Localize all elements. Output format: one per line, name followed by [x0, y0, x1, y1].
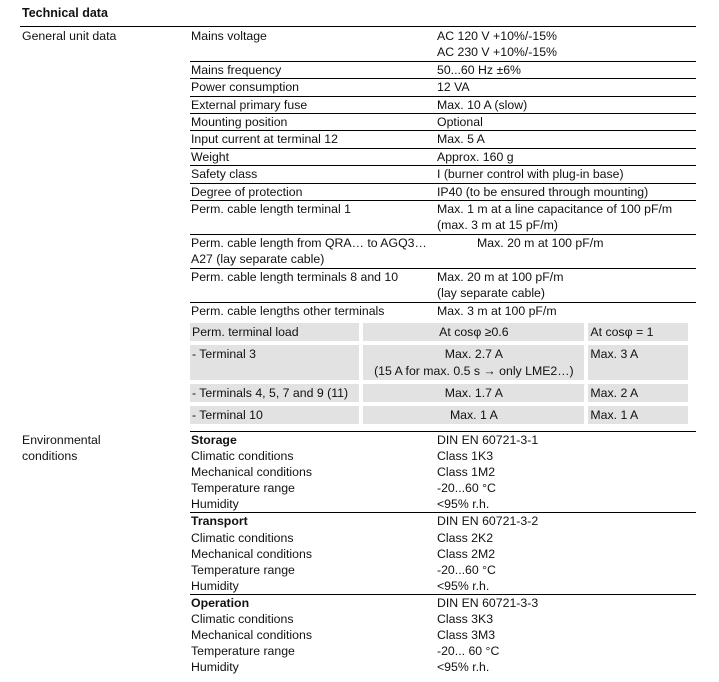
- param-label: External primary fuse: [191, 97, 308, 112]
- value-line: Max. 10 A (slow): [437, 97, 528, 112]
- param-label: Climatic conditions: [191, 612, 294, 627]
- table-row: [190, 166, 696, 183]
- table-row: [190, 235, 696, 269]
- table-row: [190, 97, 696, 114]
- value-line: Max. 1 m at a line capacitance of 100 pF/m: [437, 202, 673, 217]
- param-label: Mains voltage: [191, 29, 267, 43]
- param-value: Class 3K3: [437, 612, 494, 627]
- group-header: [190, 513, 696, 529]
- param-value: [437, 62, 696, 78]
- param-label: Perm. cable length terminals 8 and 10: [191, 269, 399, 284]
- param-value: -20... 60 °C: [437, 644, 500, 659]
- param-value: -20...60 °C: [437, 481, 496, 496]
- param-label: Mechanical conditions: [191, 465, 312, 480]
- param-label: Degree of protection: [191, 184, 303, 199]
- value-line: I (burner control with plug-in base): [437, 167, 624, 182]
- value-line: 50...60 Hz ±6%: [437, 62, 521, 77]
- param-label: Temperature range: [191, 481, 295, 496]
- load-cell: Max. 1.7 A: [363, 384, 584, 402]
- table-row: [190, 303, 696, 319]
- param-label: Mechanical conditions: [191, 628, 312, 643]
- value-line: Max. 20 m at 100 pF/m: [477, 235, 604, 250]
- param-value: [437, 303, 696, 319]
- param-label: Mechanical conditions: [191, 546, 312, 561]
- table-row: [190, 496, 696, 512]
- param-value: -20...60 °C: [437, 562, 496, 577]
- value-line: IP40 (to be ensured through mounting): [437, 184, 649, 199]
- env-group-operation: [190, 595, 696, 675]
- param-label: Power consumption: [191, 80, 299, 95]
- value-line: AC 120 V +10%/-15%: [437, 29, 557, 43]
- group-standard: DIN EN 60721-3-1: [437, 433, 539, 447]
- table-row: [190, 269, 696, 303]
- load-cell: Max. 2.7 A (15 A for max. 0.5 s → only LME2…): [363, 345, 584, 380]
- table-row: [190, 643, 696, 659]
- param-value: [437, 184, 696, 200]
- param-value: Class 2K2: [437, 530, 494, 545]
- param-value: Class 1M2: [437, 465, 496, 480]
- param-label: Humidity: [191, 497, 239, 512]
- table-row: [190, 578, 696, 594]
- env-group-storage: [190, 432, 696, 513]
- value-line: (lay separate cable): [437, 286, 545, 301]
- table-row: [190, 611, 696, 627]
- param-value: [437, 149, 696, 165]
- table-row: [190, 627, 696, 643]
- load-cell: Perm. terminal load: [190, 323, 359, 341]
- load-cell: - Terminal 10: [190, 406, 359, 424]
- param-value: [437, 114, 696, 130]
- param-label: Climatic conditions: [191, 530, 294, 545]
- param-value: [437, 201, 696, 234]
- param-value: Class 2M2: [437, 546, 496, 561]
- load-row: [190, 406, 688, 424]
- table-row: [190, 28, 696, 62]
- param-value: [437, 269, 696, 302]
- load-cell: - Terminal 3: [190, 345, 359, 380]
- group-name: Operation: [191, 595, 250, 610]
- param-label: Humidity: [191, 578, 239, 593]
- param-value: Class 3M3: [437, 628, 496, 643]
- param-value: <95% r.h.: [437, 578, 490, 593]
- table-row: [190, 464, 696, 480]
- general-unit-data-label: General unit data: [22, 29, 117, 43]
- table-row: [190, 62, 696, 79]
- param-value: [437, 131, 696, 147]
- param-label: Safety class: [191, 167, 258, 182]
- section-title: Technical data: [22, 6, 108, 20]
- param-value: [437, 79, 696, 95]
- load-row: [190, 384, 688, 402]
- environmental-conditions-label: Environmental conditions: [22, 433, 101, 464]
- group-header: [190, 432, 696, 448]
- value-line: (max. 3 m at 15 pF/m): [437, 218, 558, 233]
- param-label: Perm. cable lengths other terminals: [191, 303, 385, 318]
- table-row: [190, 530, 696, 546]
- load-row: [190, 345, 688, 380]
- table-row: [190, 114, 696, 131]
- value-line: Max. 20 m at 100 pF/m: [437, 269, 564, 284]
- param-label: Input current at terminal 12: [191, 132, 338, 147]
- table-row: [190, 546, 696, 562]
- table-row: [190, 562, 696, 578]
- group-name: Transport: [191, 514, 248, 529]
- load-cell: - Terminals 4, 5, 7 and 9 (11): [190, 384, 359, 402]
- table-row: [190, 79, 696, 96]
- param-label: Weight: [191, 149, 230, 164]
- general-data-table: [190, 28, 696, 319]
- param-value: [477, 235, 696, 268]
- divider: [20, 26, 696, 27]
- value-line: Max. 3 m at 100 pF/m: [437, 303, 557, 318]
- table-row: [190, 201, 696, 235]
- value-line: Max. 5 A: [437, 132, 485, 147]
- param-label: Mounting position: [191, 115, 288, 130]
- table-row: [190, 480, 696, 496]
- param-value: <95% r.h.: [437, 660, 490, 675]
- value-line: Optional: [437, 115, 483, 130]
- group-standard: DIN EN 60721-3-2: [437, 514, 539, 529]
- param-label: Humidity: [191, 660, 239, 675]
- table-row: [190, 659, 696, 675]
- param-label: Perm. cable length from QRA… to AGQ3…A27 (lay separate cable): [191, 235, 427, 267]
- terminal-load-table: [190, 323, 688, 428]
- param-label: Mains frequency: [191, 62, 282, 77]
- group-header: [190, 595, 696, 611]
- load-row: [190, 323, 688, 341]
- param-value: [437, 97, 696, 113]
- table-row: [190, 184, 696, 201]
- param-value: [437, 166, 696, 182]
- table-row: [190, 149, 696, 166]
- param-label: Perm. cable length terminal 1: [191, 202, 351, 217]
- value-line: AC 230 V +10%/-15%: [437, 45, 557, 60]
- param-label: Temperature range: [191, 562, 295, 577]
- env-group-transport: [190, 513, 696, 594]
- load-cell: At cosφ ≥0.6: [363, 323, 584, 341]
- load-cell: Max. 2 A: [588, 384, 688, 402]
- group-name: Storage: [191, 433, 237, 447]
- param-value: Class 1K3: [437, 449, 494, 464]
- value-line: Approx. 160 g: [437, 149, 514, 164]
- load-cell: At cosφ = 1: [588, 323, 688, 341]
- param-value: <95% r.h.: [437, 497, 490, 512]
- param-value: [437, 28, 696, 61]
- load-cell: Max. 1 A: [588, 406, 688, 424]
- table-row: [190, 448, 696, 464]
- table-row: [190, 131, 696, 148]
- load-cell: Max. 1 A: [363, 406, 584, 424]
- environmental-table: [190, 431, 696, 675]
- param-label: Climatic conditions: [191, 449, 294, 464]
- group-standard: DIN EN 60721-3-3: [437, 595, 539, 610]
- value-line: 12 VA: [437, 80, 470, 95]
- param-label: Temperature range: [191, 644, 295, 659]
- load-cell: Max. 3 A: [588, 345, 688, 380]
